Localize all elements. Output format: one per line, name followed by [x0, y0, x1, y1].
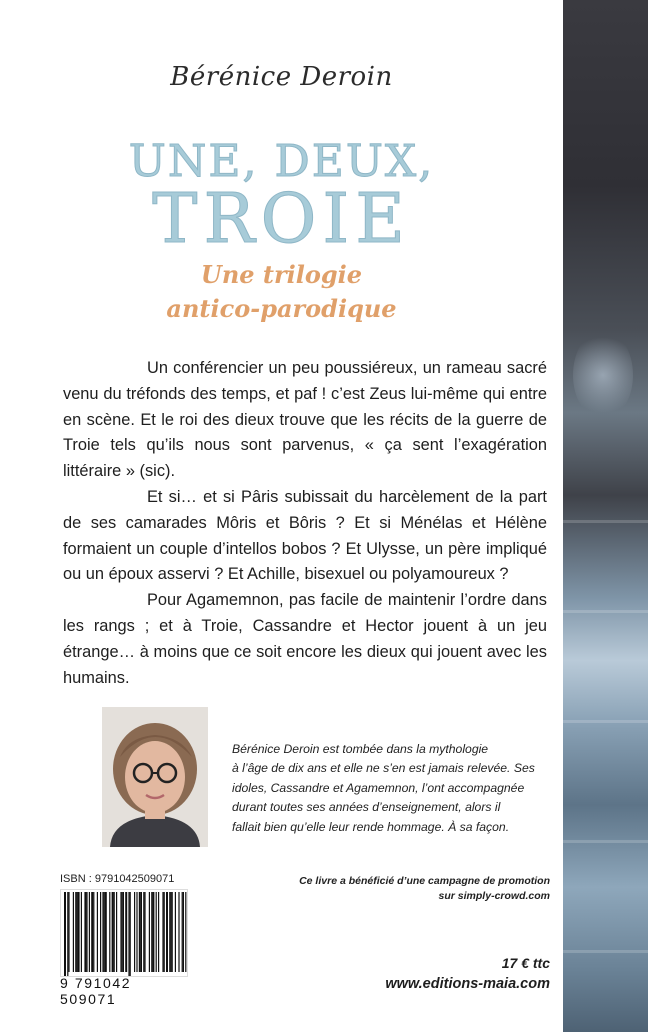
author-bio: [232, 740, 550, 837]
barcode-bar: [75, 892, 76, 972]
barcode-bar: [164, 892, 165, 972]
blurb-paragraph-2: Et si… et si Pâris subissait du harcèlement de la part de ses camarades Môris et Bôris ? Et si Ménélas et Hélène formaient un couple d’intellos bobos ? Et Ulysse, un père impliqué ou un époux asservi ? Et Achille, bisexuel ou polyamoureux ?: [63, 487, 547, 584]
subtitle-line2: antico-parodique: [166, 294, 397, 323]
barcode-bar: [73, 892, 74, 972]
barcode-bar: [149, 892, 150, 972]
book-subtitle: [0, 258, 563, 326]
barcode-bar: [93, 892, 94, 972]
barcode-bar: [120, 892, 121, 972]
barcode-bar: [112, 892, 114, 972]
barcode-bar: [144, 892, 145, 972]
barcode-bar: [100, 892, 101, 972]
price: 17 € ttc: [501, 955, 550, 971]
promo-line2: sur simply-crowd.com: [438, 890, 550, 902]
blurb-paragraph-1: Un conférencier un peu poussiéreux, un rameau sacré venu du tréfonds des temps, et paf ! c’est Zeus lui-même qui entre en scène. Et le roi des dieux trouve que les récits de la guerre de Troie tels qu’ils nous sont parvenus, « ça sent l’exagération littéraire » (sic).: [63, 359, 547, 481]
publisher-website: www.editions-maia.com: [385, 976, 550, 992]
barcode-bar: [139, 892, 141, 972]
book-blurb: [63, 356, 547, 691]
barcode-bar: [169, 892, 170, 972]
barcode-bar: [97, 892, 98, 972]
barcode-bar: [143, 892, 144, 972]
barcode-bar: [183, 892, 184, 972]
barcode-bar: [151, 892, 152, 972]
barcode-bar: [91, 892, 93, 972]
spine-streak: [563, 610, 648, 613]
barcode-bar: [185, 892, 186, 972]
barcode-bar: [64, 892, 66, 976]
barcode-bar: [123, 892, 124, 972]
author-name: Bérénice Deroin: [170, 62, 393, 92]
barcode-bar: [105, 892, 107, 972]
barcode-bar: [67, 892, 68, 976]
barcode-bar: [158, 892, 159, 972]
barcode-bar: [114, 892, 115, 972]
barcode-digits: 9 791042 509071: [60, 975, 132, 1007]
spine-streak: [563, 840, 648, 843]
barcode-bar: [172, 892, 173, 972]
bio-line: Bérénice Deroin est tombée dans la mythologie: [232, 742, 489, 756]
barcode-icon: [61, 890, 187, 976]
barcode-bar: [104, 892, 105, 972]
promo-notice: [250, 874, 550, 904]
barcode-bar: [141, 892, 142, 972]
barcode-bar: [78, 892, 80, 972]
barcode-bar: [116, 892, 117, 972]
spine-streak: [563, 720, 648, 723]
barcode: [60, 889, 188, 977]
spine-image: [563, 0, 648, 1032]
barcode-bar: [84, 892, 86, 972]
spine-highlight: [573, 330, 633, 420]
isbn-label: ISBN : 9791042509071: [60, 873, 175, 885]
barcode-bar: [162, 892, 163, 972]
barcode-bar: [178, 892, 179, 972]
barcode-bar: [102, 892, 103, 972]
barcode-bar: [86, 892, 87, 972]
barcode-bar: [89, 892, 90, 972]
barcode-bar: [175, 892, 176, 972]
barcode-bar: [68, 892, 69, 972]
book-title-line2: TROIE: [152, 180, 411, 259]
barcode-bar: [109, 892, 110, 972]
barcode-bar: [130, 892, 131, 976]
barcode-bar: [170, 892, 171, 972]
barcode-bar: [122, 892, 123, 972]
barcode-bar: [152, 892, 154, 972]
barcode-bar: [166, 892, 168, 972]
author-photo: [102, 707, 208, 847]
barcode-bar: [182, 892, 183, 972]
barcode-bar: [156, 892, 157, 972]
barcode-bar: [81, 892, 82, 972]
book-title-line1: UNE, DEUX,: [128, 136, 435, 187]
barcode-bar: [134, 892, 135, 972]
promo-line1: Ce livre a bénéficié d’une campagne de promotion: [299, 875, 550, 887]
bio-line: fallait bien qu’elle leur rende hommage. À sa façon.: [232, 819, 510, 834]
author-portrait-icon: [102, 707, 208, 847]
barcode-bar: [128, 892, 129, 976]
subtitle-line1: Une trilogie: [200, 260, 363, 289]
barcode-bar: [125, 892, 127, 972]
spine-streak: [563, 520, 648, 523]
bio-line: idoles, Cassandre et Agamemnon, l’ont accompagnée: [232, 780, 525, 795]
blurb-paragraph-3: Pour Agamemnon, pas facile de maintenir l’ordre dans les rangs ; et à Troie, Cassandre et Hector jouent à un jeu étrange… à moins que ce soit encore les dieux qui jouent avec les humains.: [63, 591, 547, 687]
spine-streak: [563, 950, 648, 953]
barcode-bar: [76, 892, 77, 972]
bio-line: durant toutes ses années d’enseignement, alors il: [232, 800, 501, 815]
bio-line: à l’âge de dix ans et elle ne s’en est jamais relevée. Ses: [232, 761, 535, 776]
barcode-bar: [136, 892, 137, 972]
